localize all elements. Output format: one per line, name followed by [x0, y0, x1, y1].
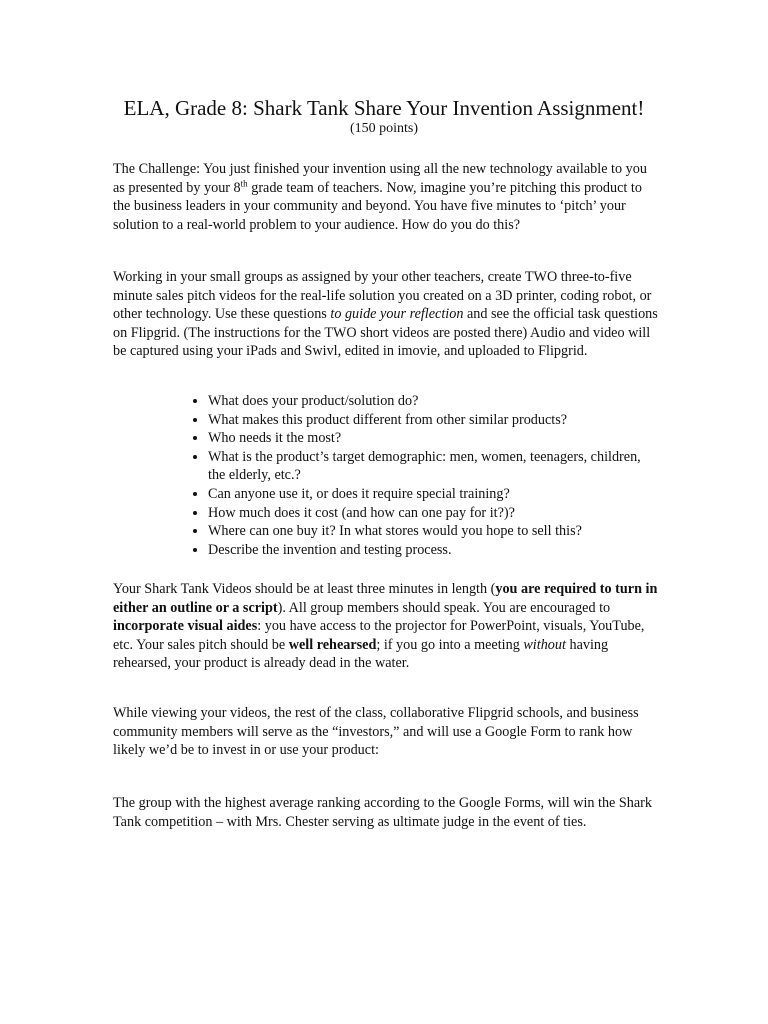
videos-text-a: Your Shark Tank Videos should be at least three minutes in length ( [113, 581, 496, 597]
challenge-paragraph [113, 160, 658, 234]
winner-paragraph: The group with the highest average ranking according to the Google Forms, will win the Shark Tank competition – with Mrs. Chester serving as ultimate judge in the event of ties. [113, 795, 653, 830]
list-item: • What does your product/solution do? [208, 392, 648, 411]
points-subtitle: (150 points) [349, 121, 419, 136]
videos-text-b: ). All group members should speak. You are encouraged to [277, 599, 611, 616]
videos-text-d: ; if you go into a meeting [376, 636, 524, 653]
question-list [185, 392, 648, 559]
list-item: • Where can one buy it? In what stores would you hope to sell this? [208, 522, 648, 541]
list-item: • Who needs it the most? [208, 429, 648, 448]
document-title: ELA, Grade 8: Shark Tank Share Your Invention Assignment! [123, 96, 645, 120]
working-italic: to guide your reflection [330, 306, 464, 323]
working-text-b: and see the official task questions on Flipgrid. (The instructions for the TWO short videos are posted there) Audio and video will be captured using your iPads and Swivl, edited in imovie, and uploaded to Flipgrid. [113, 306, 658, 360]
videos-text-e: having rehearsed, your product is already dead in the water. [113, 636, 609, 672]
videos-bold-c: well rehearsed [288, 636, 377, 653]
videos-bold-b: incorporate visual aides [113, 618, 258, 635]
videos-italic: without [523, 636, 566, 653]
ordinal-suffix: th [240, 177, 248, 188]
list-item: • Can anyone use it, or does it require special training? [208, 485, 648, 504]
challenge-text-a: The Challenge: You just finished your invention using all the new technology available to you as presented by your 8 [113, 161, 647, 196]
videos-text-c: : you have access to the projector for PowerPoint, visuals, YouTube, etc. Your sales pitch should be [113, 618, 645, 653]
videos-bold-a: you are required to turn in either an outline or a script [113, 581, 658, 616]
challenge-text-b: grade team of teachers. Now, imagine you’re pitching this product to the business leaders in your community and beyond. You have five minutes to ‘pitch’ your solution to a real-world problem to your audience. How do you do this? [113, 179, 642, 233]
videos-paragraph [113, 580, 658, 673]
working-paragraph [113, 268, 658, 361]
list-item: • Describe the invention and testing process. [208, 541, 648, 560]
list-item: • How much does it cost (and how can one pay for it?)? [208, 504, 648, 523]
list-item: • What is the product’s target demographic: men, women, teenagers, children, the elderly, etc.? [208, 448, 648, 485]
working-text-a: Working in your small groups as assigned by your other teachers, create TWO three-to-five minute sales pitch videos for the real-life solution you created on a 3D printer, coding robot, or other technology. Use these questions [113, 269, 652, 323]
list-item: • What makes this product different from other similar products? [208, 411, 648, 430]
viewing-paragraph: While viewing your videos, the rest of the class, collaborative Flipgrid schools, and business community members will serve as the “investors,” and will use a Google Form to rank how likely we’d be to invest in or use your product: [113, 705, 639, 759]
